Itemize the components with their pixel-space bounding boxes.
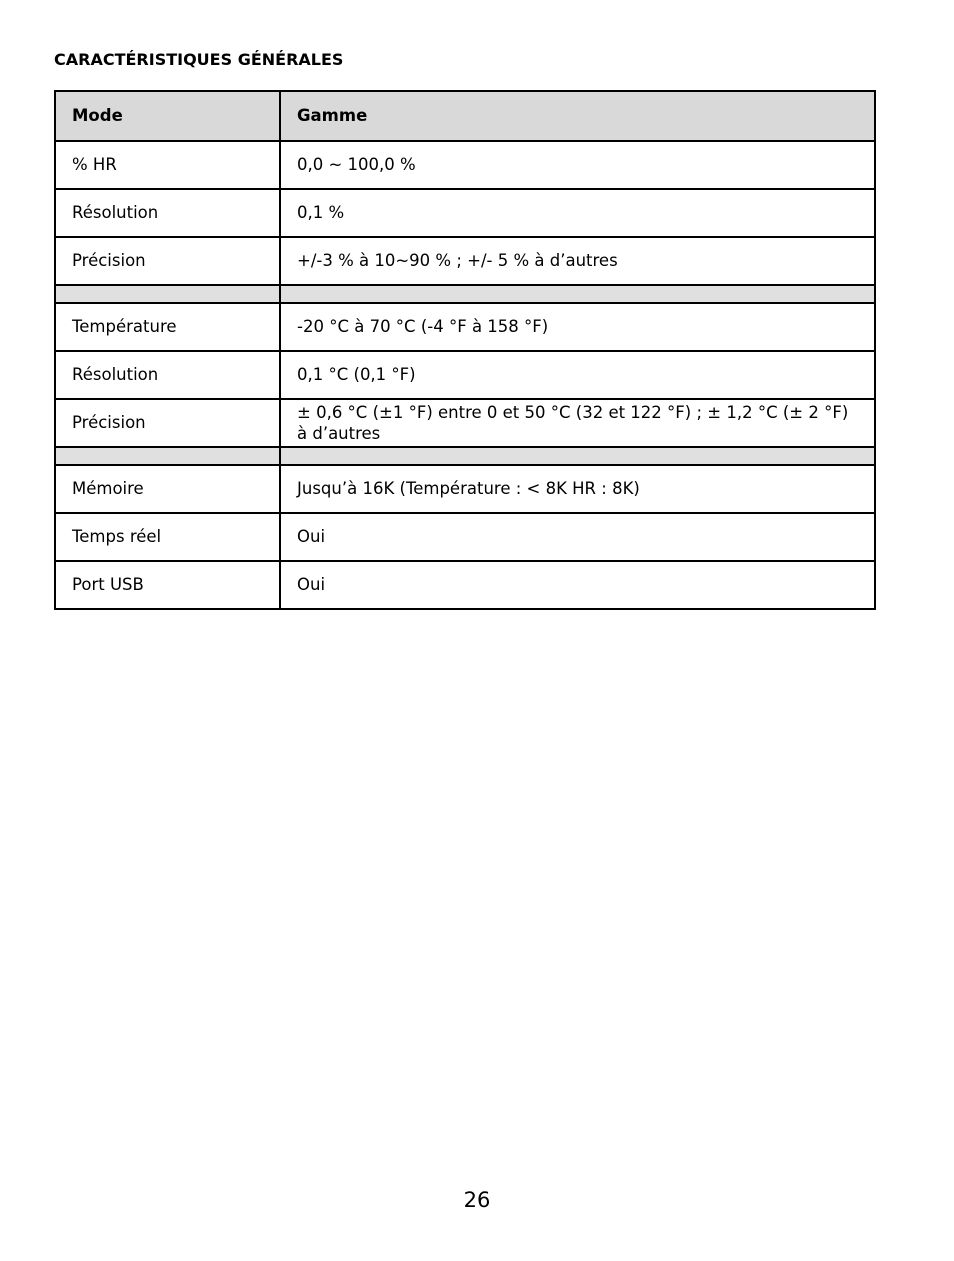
- specifications-table: [54, 90, 876, 610]
- table-row: [55, 399, 875, 447]
- table-row: [55, 303, 875, 351]
- separator-cell: [55, 447, 280, 465]
- page-number: 26: [463, 1188, 491, 1212]
- table-row: [55, 141, 875, 189]
- table-row: [55, 513, 875, 561]
- row-label: Résolution: [55, 189, 280, 237]
- row-value: 0,1 °C (0,1 °F): [280, 351, 875, 399]
- header-mode: Mode: [55, 91, 280, 141]
- table-row: [55, 465, 875, 513]
- table-separator-row: [55, 285, 875, 303]
- row-label: Température: [55, 303, 280, 351]
- separator-cell: [280, 285, 875, 303]
- row-value: ± 0,6 °C (±1 °F) entre 0 et 50 °C (32 et 122 °F) ; ± 1,2 °C (± 2 °F) à d’autres: [280, 399, 875, 447]
- row-value: Jusqu’à 16K (Température : < 8K HR : 8K): [280, 465, 875, 513]
- row-label: Temps réel: [55, 513, 280, 561]
- table-separator-row: [55, 447, 875, 465]
- table-header-row: [55, 91, 875, 141]
- row-value: 0,1 %: [280, 189, 875, 237]
- row-label: Port USB: [55, 561, 280, 609]
- row-value: Oui: [280, 513, 875, 561]
- row-label: Mémoire: [55, 465, 280, 513]
- row-value: 0,0 ~ 100,0 %: [280, 141, 875, 189]
- table-row: [55, 561, 875, 609]
- separator-cell: [55, 285, 280, 303]
- row-label: Précision: [55, 399, 280, 447]
- row-value: -20 °C à 70 °C (-4 °F à 158 °F): [280, 303, 875, 351]
- table-row: [55, 351, 875, 399]
- separator-cell: [280, 447, 875, 465]
- row-label: Précision: [55, 237, 280, 285]
- section-title: CARACTÉRISTIQUES GÉNÉRALES: [54, 50, 344, 69]
- table-row: [55, 237, 875, 285]
- row-value: Oui: [280, 561, 875, 609]
- header-range: Gamme: [280, 91, 875, 141]
- table-row: [55, 189, 875, 237]
- row-label: % HR: [55, 141, 280, 189]
- row-value: +/-3 % à 10~90 % ; +/- 5 % à d’autres: [280, 237, 875, 285]
- row-label: Résolution: [55, 351, 280, 399]
